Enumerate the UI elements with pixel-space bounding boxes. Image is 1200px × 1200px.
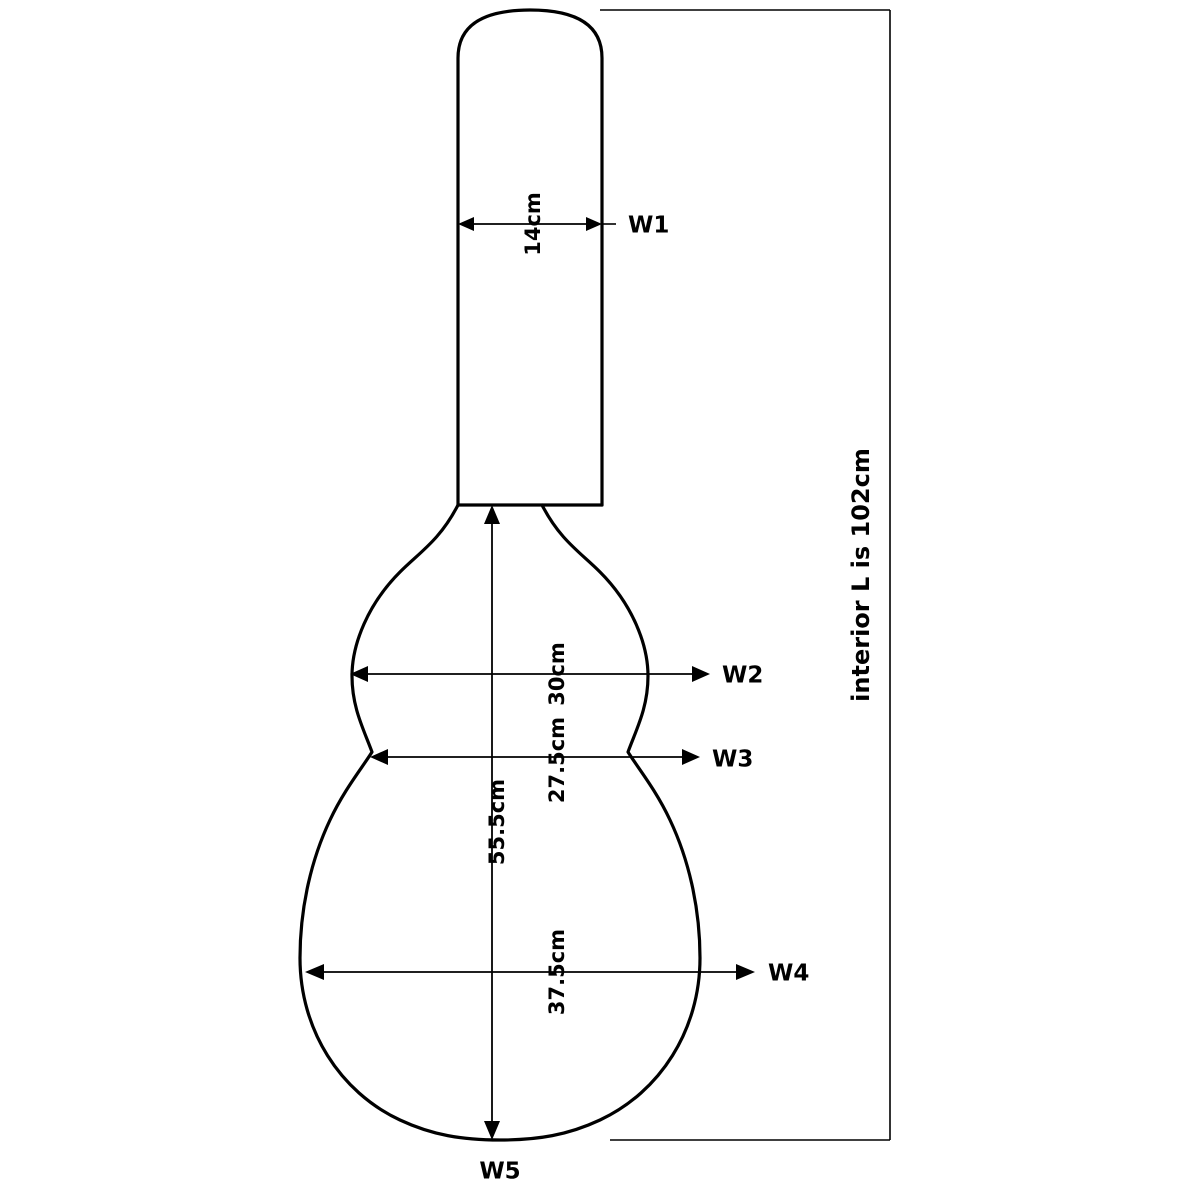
dimension-w2 bbox=[350, 642, 763, 706]
dimension-w4 bbox=[305, 929, 809, 1015]
dimension-w2-label: W2 bbox=[722, 662, 764, 689]
dimension-w2-value: 30cm bbox=[545, 642, 569, 706]
dimension-w1-value: 14cm bbox=[521, 192, 545, 256]
dimension-w3 bbox=[370, 717, 753, 803]
case-outline bbox=[300, 10, 700, 1140]
dimension-body-length-value: 55.5cm bbox=[485, 778, 509, 866]
dimension-w1 bbox=[458, 192, 669, 256]
dimension-w4-value: 37.5cm bbox=[545, 928, 569, 1016]
dimension-w3-label: W3 bbox=[712, 746, 754, 773]
dimension-w5 bbox=[479, 1159, 520, 1185]
interior-length-label: interior L is 102cm bbox=[847, 448, 875, 702]
dimension-w5-label: W5 bbox=[479, 1158, 521, 1185]
dimension-w4-label: W4 bbox=[768, 960, 810, 987]
dimension-w1-label: W1 bbox=[628, 212, 670, 239]
dimension-w3-value: 27.5cm bbox=[545, 716, 569, 804]
dimension-body-length bbox=[484, 505, 509, 1140]
